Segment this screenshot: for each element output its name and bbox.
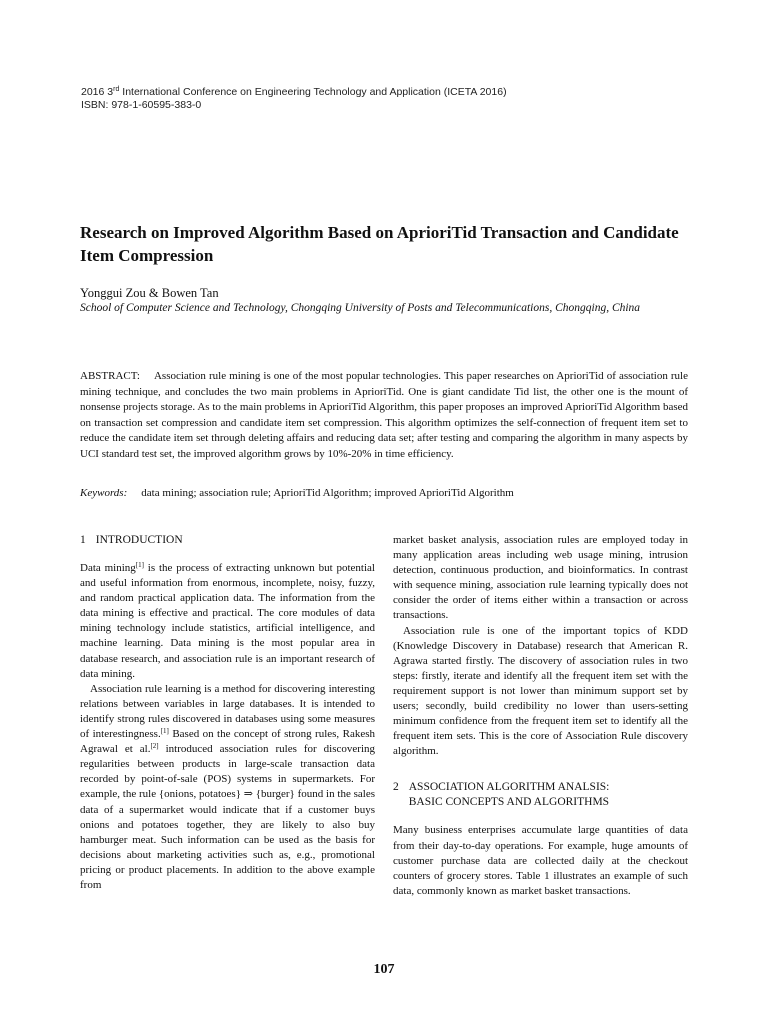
section-2-paragraph-1: Many business enterprises accumulate large quantities of data from their day-to-day operations. For example, huge amounts of customer purchase data are collected daily at the checkout counters of grocery stores. Table 1 illustrates an example of such data, commonly known as market basket transactions.	[393, 824, 688, 897]
conference-ordinal: rd	[113, 86, 120, 93]
paper-authors: Yonggui Zou & Bowen Tan	[80, 286, 219, 300]
abstract-text: Association rule mining is one of the most popular technologies. This paper researches on AprioriTid of association rule mining technique, and concludes the two main problems in AprioriTid. One is giant candidate Tid list, the other one is the mount of nonsense projects storage. As to the main problems in AprioriTid Algorithm, this paper proposes an improved AprioriTid Algorithm based on transaction set compression and candidate item set compression. This algorithm optimizes the self-connection of frequent item set to reduce the candidate item set through deleting affairs and reducing data set; after testing and comparing the algorithm in many aspects by UCI standard test set, the improved algorithm grows by 10%-20% in time efficiency.	[80, 370, 688, 460]
section-2-title-line-1: ASSOCIATION ALGORITHM ANALSIS:	[408, 781, 610, 794]
section-1-title: INTRODUCTION	[95, 534, 183, 546]
section-2-title-line-2: BASIC CONCEPTS AND ALGORITHMS	[408, 796, 610, 809]
citation-ref-1[interactable]: [1]	[135, 561, 144, 569]
conference-line	[81, 86, 701, 99]
section-2-heading	[393, 780, 688, 810]
section-2-title	[409, 780, 610, 810]
section-2-number: 2	[393, 781, 399, 794]
isbn: ISBN: 978-1-60595-383-0	[81, 99, 202, 111]
intro-p1-text-b: is the process of extracting unknown but potential and useful information from enormous, incomplete, noisy, fuzzy, and random practical application data. The information from the data mining is effective and practical. The core modules of data mining technology include statistics, artificial intelligence, and machine learning. Data mining is the most popular area in database research, and association rule is an important research of data mining.	[80, 562, 375, 680]
keywords	[80, 486, 688, 501]
conference-name: International Conference on Engineering Technology and Application (ICETA 2016)	[119, 86, 507, 98]
intro-p2-text-d: found in the sales data of a supermarket would indicate that if a customer buys onions and potatoes together, they are likely to also buy hamburger meat. Such information can be used as the basis for decisions about marketing activities such as, e.g., promotional pricing or product placements. In addition to the above example from	[80, 788, 375, 891]
intro-p2-text-b: Based on the concept of strong rules, Rakesh Agrawal et al.	[80, 728, 375, 756]
paper-affiliation: School of Computer Science and Technology, Chongqing University of Posts and Telecommunications, Chongqing, China	[80, 302, 641, 314]
paper-title: Research on Improved Algorithm Based on AprioriTid Transaction and Candidate Item Compression	[80, 223, 679, 265]
keywords-label: Keywords:	[80, 487, 128, 499]
intro-p1-text-a: Data mining	[80, 562, 136, 574]
abstract-label: ABSTRACT:	[80, 370, 140, 382]
page-number: 107	[373, 962, 395, 977]
right-column	[393, 533, 688, 899]
citation-ref-2[interactable]: [2]	[150, 742, 159, 751]
intro-paragraph-2	[80, 682, 375, 893]
abstract	[80, 369, 688, 463]
conference-header	[81, 86, 701, 112]
section-1-number: 1	[80, 534, 86, 546]
intro-paragraph-3: Association rule is one of the important topics of KDD (Knowledge Discovery in Database) research that American R. Agrawa started firstly. The discovery of association rules in two steps: firstly, iterate and identify all the frequent item set with the requirement support is not lower than minimum support set by users; secondly, build credibility no lower than users-setting minimum confidence from the frequent item set to identify all the frequent item sets. This is the core of Association Rule discovery algorithm.	[393, 624, 688, 758]
intro-p2-text-a: Association rule learning is a method for discovering interesting relations between variables in large databases. It is intended to identify strong rules discovered in databases using some measures of interestingness.	[80, 682, 375, 741]
citation-ref-1b[interactable]: [1]	[160, 727, 169, 736]
keywords-text: data mining; association rule; AprioriTid Algorithm; improved AprioriTid Algorithm	[141, 487, 514, 499]
section-1-heading	[80, 533, 375, 548]
intro-paragraph-2-continued: market basket analysis, association rules are employed today in many application areas including web usage mining, intrusion detection, continuous production, and bioinformatics. In contrast with sequence mining, association rule learning typically does not consider the order of items either within a transaction or across transactions.	[393, 534, 688, 622]
rule-formula: {onions, potatoes} ⇒ {burger}	[158, 788, 295, 801]
intro-paragraph-1	[80, 561, 375, 682]
intro-p2-text-c: introduced association rules for discovering regularities between products in large-scale transaction data recorded by point-of-sale (POS) systems in supermarkets. For example, the rule	[80, 743, 375, 801]
left-column	[80, 533, 375, 893]
conference-year: 2016 3	[81, 86, 114, 98]
